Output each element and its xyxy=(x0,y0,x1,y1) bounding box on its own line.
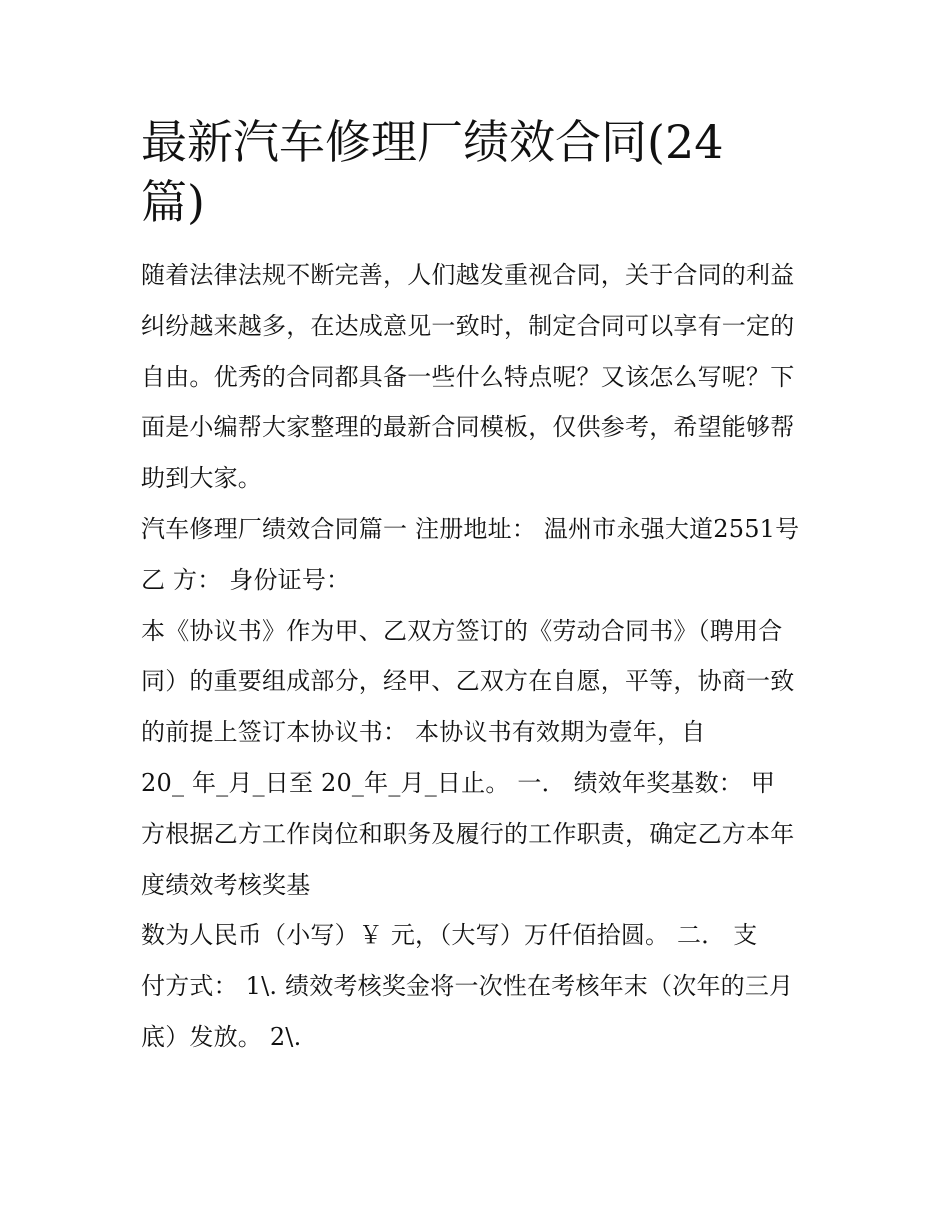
document-title xyxy=(141,112,813,232)
body-line-3: 自由。优秀的合同都具备一些什么特点呢？又该怎么写呢？下 xyxy=(141,362,795,391)
body-line-11: 20_ 年_月_日至 20_年_月_日止。 一． 绩效年奖基数： 甲 xyxy=(141,768,776,797)
body-line-7: 乙 方： 身份证号： xyxy=(141,565,351,594)
body-line-9: 同）的重要组成部分，经甲、乙双方在自愿，平等，协商一致 xyxy=(141,667,795,696)
document-body xyxy=(141,250,813,1063)
body-line-16: 底）发放。 2\. xyxy=(141,1022,302,1051)
body-line-5: 助到大家。 xyxy=(141,464,262,493)
body-line-4: 面是小编帮大家整理的最新合同模板，仅供参考，希望能够帮 xyxy=(141,413,795,442)
document-page xyxy=(141,112,813,1063)
body-line-8: 本《协议书》作为甲、乙双方签订的《劳动合同书》（聘用合 xyxy=(141,616,783,645)
body-line-15: 付方式： 1\. 绩效考核奖金将一次性在考核年末（次年的三月 xyxy=(141,972,794,1001)
body-line-12: 方根据乙方工作岗位和职务及履行的工作职责，确定乙方本年 xyxy=(141,819,795,848)
body-line-2: 纠纷越来越多，在达成意见一致时，制定合同可以享有一定的 xyxy=(141,311,795,340)
title-line-2: 篇) xyxy=(141,175,205,229)
body-line-1: 随着法律法规不断完善，人们越发重视合同，关于合同的利益 xyxy=(141,261,795,289)
body-line-10: 的前提上签订本协议书： 本协议书有效期为壹年，自 xyxy=(141,718,706,747)
body-line-13: 度绩效考核奖基 xyxy=(141,870,311,899)
body-line-14: 数为人民币（小写）￥ 元，（大写）万仟佰拾圆。 二． 支 xyxy=(141,921,758,950)
title-line-1: 最新汽车修理厂绩效合同(24 xyxy=(141,115,724,169)
body-line-6: 汽车修理厂绩效合同篇一 注册地址： 温州市永强大道2551号 xyxy=(141,514,800,543)
